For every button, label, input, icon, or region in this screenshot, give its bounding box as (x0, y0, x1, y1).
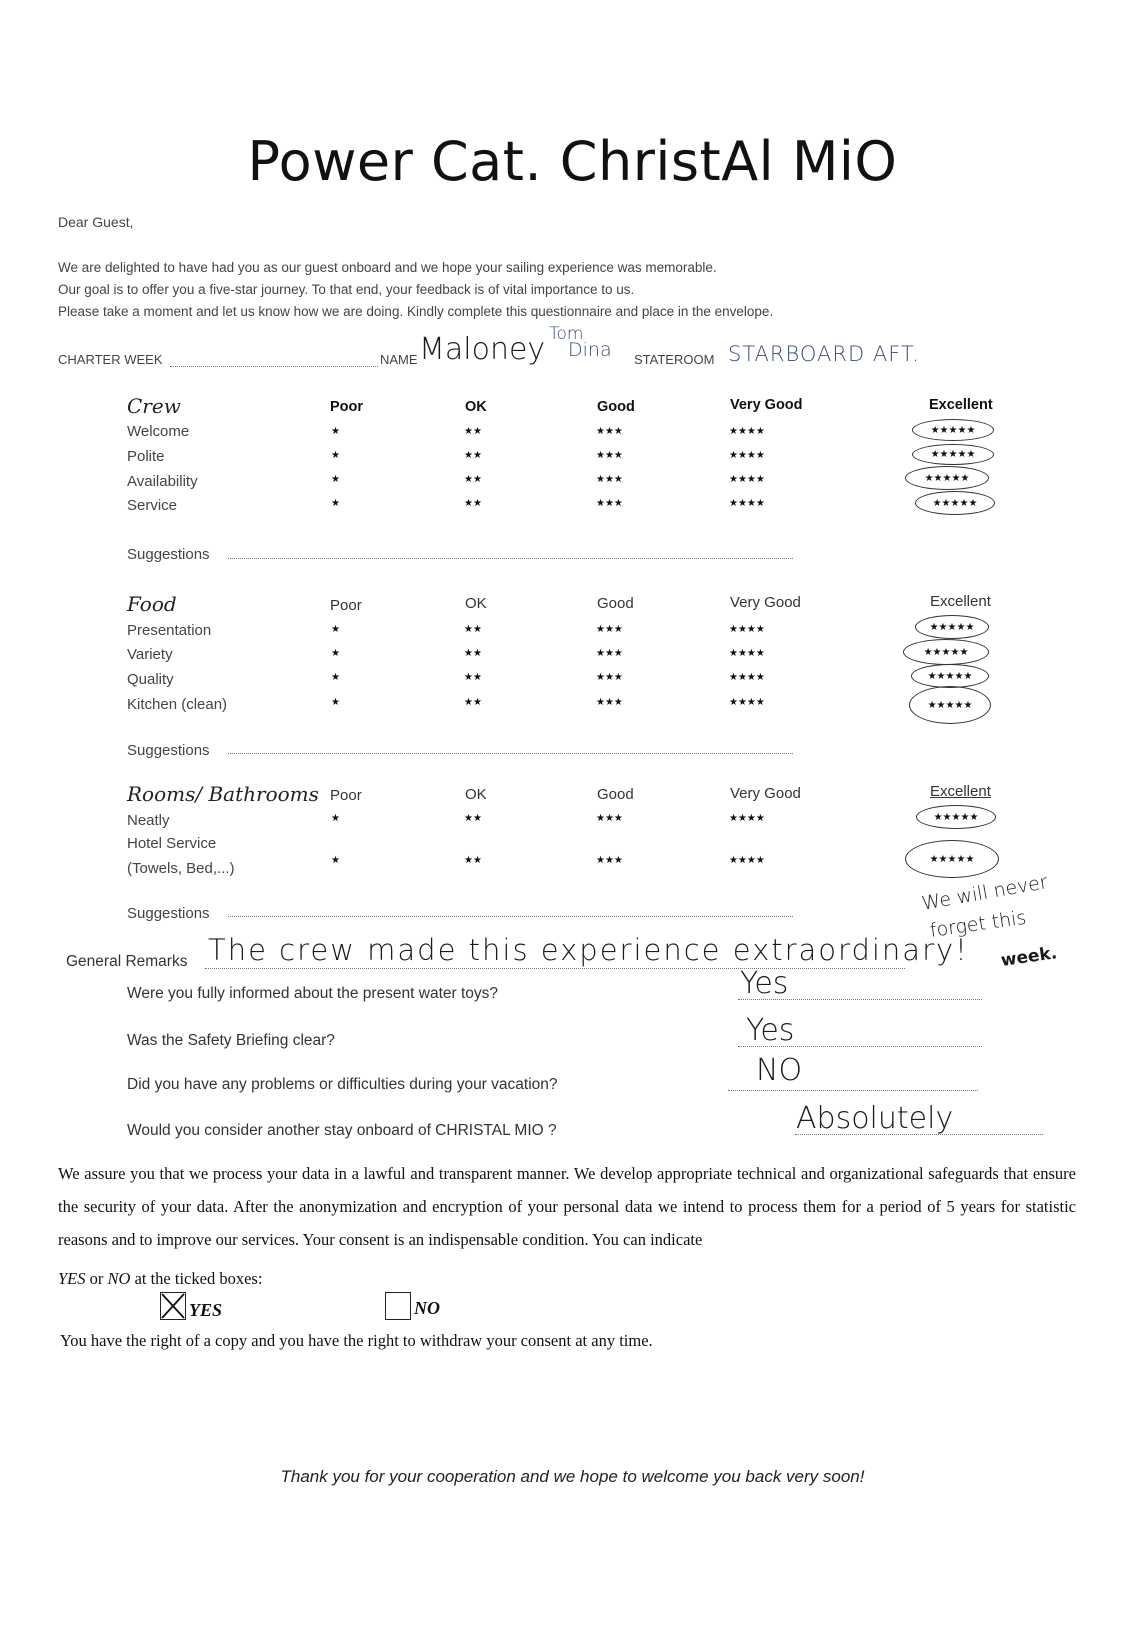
privacy-or-word: or (85, 1269, 108, 1288)
greeting: Dear Guest, (58, 214, 134, 230)
rating-4-star[interactable]: ★★★★ (729, 648, 765, 659)
rooms-col-very-good: Very Good (730, 785, 801, 802)
rooms-item-hotel-service: Hotel Service (127, 835, 217, 852)
rating-4-star[interactable]: ★★★★ (729, 672, 765, 683)
privacy-indicate-tail: at the ticked boxes: (130, 1269, 263, 1288)
question-water-toys: Were you fully informed about the present water toys? (127, 985, 499, 1002)
crew-item-availability: Availability (127, 473, 198, 490)
rating-3-star[interactable]: ★★★ (596, 697, 623, 708)
food-item-presentation: Presentation (127, 622, 212, 639)
food-section-title: Food (127, 592, 177, 616)
rating-4-star[interactable]: ★★★★ (729, 498, 765, 509)
answer-safety-briefing[interactable]: Yes (746, 1013, 795, 1048)
rating-3-star[interactable]: ★★★ (596, 855, 623, 866)
consent-no-checkbox[interactable] (385, 1292, 411, 1320)
rooms-item-towels-bed: (Towels, Bed,...) (127, 860, 235, 877)
name-extra-top: Tom (549, 324, 584, 344)
thank-you-note: Thank you for your cooperation and we hope to welcome you back very soon! (280, 1467, 865, 1486)
charter-week-label: CHARTER WEEK (58, 352, 163, 367)
rating-2-star[interactable]: ★★ (464, 426, 482, 437)
rating-1-star[interactable]: ★ (331, 624, 340, 635)
food-col-good: Good (597, 595, 634, 612)
rating-1-star[interactable]: ★ (331, 672, 340, 683)
rating-3-star[interactable]: ★★★ (596, 624, 623, 635)
crew-item-service: Service (127, 497, 178, 514)
rating-4-star[interactable]: ★★★★ (729, 813, 765, 824)
rating-5-star: ★★★★★ (929, 621, 975, 633)
general-remarks-value[interactable]: The crew made this experience extraordinary! (208, 933, 969, 967)
rating-3-star[interactable]: ★★★ (596, 813, 623, 824)
charter-week-field[interactable] (170, 366, 378, 367)
rating-3-star[interactable]: ★★★ (596, 450, 623, 461)
rating-2-star[interactable]: ★★ (464, 624, 482, 635)
privacy-text: We assure you that we process your data in a lawful and transparent manner. We develop appropriate technical and organizational safeguards that ensure the security of your data. After the anonymization and encryption of your personal data we intend to process them for a period of 5 years for statistic reasons and to improve our services. Your consent is an indispensable condition. You can indicate (58, 1164, 1076, 1249)
privacy-no-word: NO (107, 1269, 131, 1288)
rating-5-star: ★★★★★ (924, 472, 970, 484)
rating-1-star[interactable]: ★ (331, 697, 340, 708)
general-remarks-overflow-3: week. (999, 943, 1059, 971)
crew-item-welcome: Welcome (127, 423, 190, 440)
rooms-col-good: Good (597, 786, 634, 803)
rating-4-star[interactable]: ★★★★ (729, 855, 765, 866)
rating-5-star: ★★★★★ (927, 699, 973, 711)
general-remarks-overflow-1: We will never (920, 871, 1050, 915)
rating-1-star[interactable]: ★ (331, 498, 340, 509)
selected-rating-oval[interactable] (916, 805, 996, 829)
privacy-paragraph (58, 1157, 1076, 1256)
rating-1-star[interactable]: ★ (331, 813, 340, 824)
answer-problems[interactable]: NO (756, 1053, 803, 1088)
food-item-variety: Variety (127, 646, 173, 663)
name-label: NAME (380, 352, 418, 367)
checkbox-cross-icon (161, 1293, 185, 1319)
crew-suggestions-field[interactable] (228, 558, 793, 559)
consent-yes-label[interactable]: YES (189, 1300, 223, 1320)
rating-2-star[interactable]: ★★ (464, 498, 482, 509)
rating-2-star[interactable]: ★★ (464, 474, 482, 485)
selected-rating-oval[interactable] (903, 639, 989, 665)
privacy-indicate-line (58, 1262, 262, 1295)
selected-rating-oval[interactable] (905, 840, 999, 878)
rating-3-star[interactable]: ★★★ (596, 426, 623, 437)
crew-section-title: Crew (127, 394, 181, 418)
rooms-item-neatly: Neatly (127, 812, 170, 829)
rating-4-star[interactable]: ★★★★ (729, 624, 765, 635)
rating-3-star[interactable]: ★★★ (596, 672, 623, 683)
stateroom-label: STATEROOM (634, 352, 715, 367)
rooms-suggestions-field[interactable] (228, 916, 793, 917)
selected-rating-oval[interactable] (911, 664, 989, 688)
food-col-excellent: Excellent (930, 593, 991, 610)
privacy-yes-word: YES (58, 1269, 86, 1288)
rating-4-star[interactable]: ★★★★ (729, 474, 765, 485)
rooms-suggestions-label: Suggestions (127, 905, 210, 922)
rating-5-star: ★★★★★ (933, 811, 979, 823)
question-safety-briefing: Was the Safety Briefing clear? (127, 1032, 335, 1049)
food-col-ok: OK (465, 595, 487, 612)
food-col-poor: Poor (330, 597, 362, 614)
rights-statement: You have the right of a copy and you have the right to withdraw your consent at any time. (60, 1331, 653, 1350)
selected-rating-oval[interactable] (905, 466, 989, 490)
crew-col-very-good: Very Good (730, 397, 803, 413)
rating-2-star[interactable]: ★★ (464, 813, 482, 824)
rating-1-star[interactable]: ★ (331, 855, 340, 866)
rating-3-star[interactable]: ★★★ (596, 498, 623, 509)
selected-rating-oval[interactable] (912, 444, 994, 465)
crew-suggestions-label: Suggestions (127, 546, 210, 563)
answer-stay-again[interactable]: Absolutely (796, 1101, 954, 1136)
intro-line-3: Please take a moment and let us know how we are doing. Kindly complete this questionnaire and place in the envelope. (58, 304, 774, 319)
rooms-col-poor: Poor (330, 787, 362, 804)
name-value[interactable]: Maloney (419, 332, 546, 367)
selected-rating-oval[interactable] (912, 419, 994, 441)
general-remarks-overflow-2: forget this (928, 906, 1028, 942)
rating-3-star[interactable]: ★★★ (596, 474, 623, 485)
crew-item-polite: Polite (127, 448, 165, 465)
answer-water-toys[interactable]: Yes (740, 966, 789, 1001)
crew-col-excellent: Excellent (929, 397, 993, 413)
food-suggestions-field[interactable] (228, 753, 793, 754)
crew-col-good: Good (597, 399, 635, 415)
rating-3-star[interactable]: ★★★ (596, 648, 623, 659)
question-stay-again: Would you consider another stay onboard of CHRISTAL MIO ? (127, 1122, 557, 1139)
selected-rating-oval[interactable] (915, 615, 989, 639)
rating-4-star[interactable]: ★★★★ (729, 426, 765, 437)
rating-5-star: ★★★★★ (929, 853, 975, 865)
general-remarks-field[interactable] (205, 968, 905, 969)
selected-rating-oval[interactable] (915, 491, 995, 515)
food-item-quality: Quality (127, 671, 174, 688)
rooms-col-excellent: Excellent (930, 783, 991, 800)
crew-col-ok: OK (465, 399, 487, 415)
rating-1-star[interactable]: ★ (331, 474, 340, 485)
rating-5-star: ★★★★★ (927, 670, 973, 682)
consent-no-label[interactable]: NO (414, 1298, 440, 1318)
selected-rating-oval[interactable] (909, 686, 991, 724)
rating-1-star[interactable]: ★ (331, 450, 340, 461)
page-title: Power Cat. ChristAl MiO (247, 130, 898, 193)
general-remarks-label: General Remarks (66, 953, 188, 970)
rating-2-star[interactable]: ★★ (464, 648, 482, 659)
rating-2-star[interactable]: ★★ (464, 672, 482, 683)
food-suggestions-label: Suggestions (127, 742, 210, 759)
rating-5-star: ★★★★★ (930, 424, 976, 436)
food-col-very-good: Very Good (730, 594, 801, 611)
rating-2-star[interactable]: ★★ (464, 697, 482, 708)
intro-line-1: We are delighted to have had you as our guest onboard and we hope your sailing experience was memorable. (58, 260, 717, 275)
crew-col-poor: Poor (330, 399, 364, 415)
rating-1-star[interactable]: ★ (331, 426, 340, 437)
rating-4-star[interactable]: ★★★★ (729, 450, 765, 461)
rating-4-star[interactable]: ★★★★ (729, 697, 765, 708)
consent-yes-checkbox[interactable] (160, 1292, 186, 1320)
rating-5-star: ★★★★★ (932, 497, 978, 509)
rating-2-star[interactable]: ★★ (464, 450, 482, 461)
rating-2-star[interactable]: ★★ (464, 855, 482, 866)
rating-5-star: ★★★★★ (923, 646, 969, 658)
intro-line-2: Our goal is to offer you a five-star journey. To that end, your feedback is of vital importance to us. (58, 282, 635, 297)
food-item-kitchen: Kitchen (clean) (127, 696, 228, 713)
rooms-section-title: Rooms/ Bathrooms (127, 782, 319, 806)
rooms-col-ok: OK (465, 786, 487, 803)
answer-line-problems[interactable] (728, 1090, 978, 1091)
rating-5-star: ★★★★★ (930, 449, 976, 460)
question-problems: Did you have any problems or difficulties during your vacation? (127, 1076, 558, 1093)
stateroom-value[interactable]: STARBOARD AFT. (728, 342, 920, 366)
name-extra: Dina (568, 339, 612, 361)
rating-1-star[interactable]: ★ (331, 648, 340, 659)
